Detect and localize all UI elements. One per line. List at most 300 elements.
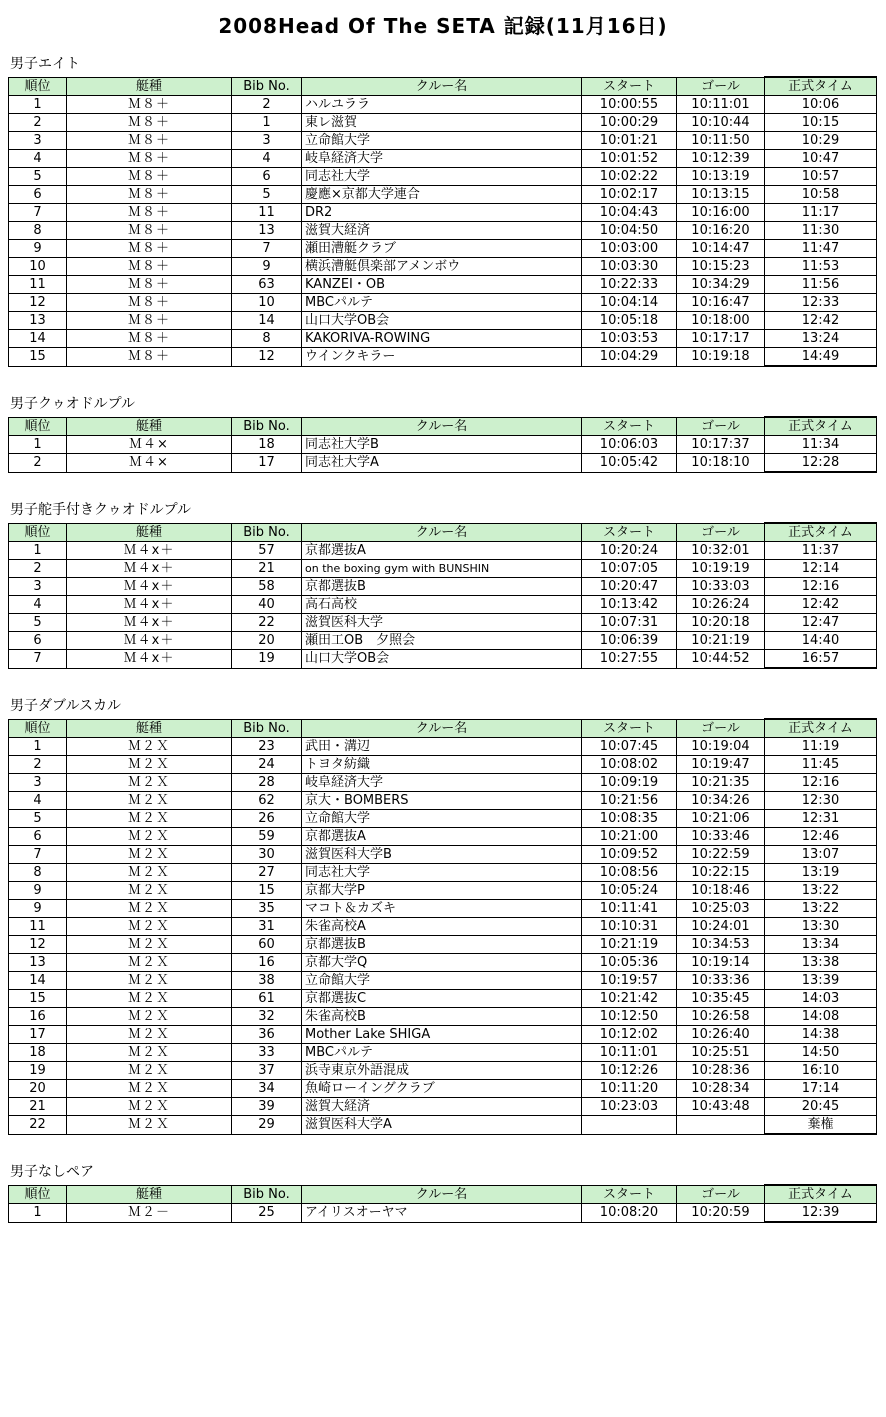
cell-start: 10:09:19 <box>582 774 677 792</box>
cell-start: 10:12:50 <box>582 1008 677 1026</box>
cell-start: 10:23:03 <box>582 1098 677 1116</box>
cell-rank: 18 <box>9 1044 67 1062</box>
cell-crew: 滋賀大経済 <box>302 1098 582 1116</box>
cell-time: 10:06 <box>765 96 877 114</box>
cell-cls: Ｍ４x＋ <box>67 542 232 560</box>
cell-rank: 8 <box>9 864 67 882</box>
cell-goal: 10:16:47 <box>677 294 765 312</box>
cell-cls: Ｍ２Ｘ <box>67 1116 232 1135</box>
cell-time: 10:29 <box>765 132 877 150</box>
cell-rank: 2 <box>9 454 67 473</box>
column-header-rank: 順位 <box>9 1185 67 1204</box>
cell-rank: 9 <box>9 240 67 258</box>
cell-cls: Ｍ２Ｘ <box>67 846 232 864</box>
table-row <box>9 96 877 114</box>
cell-rank: 4 <box>9 792 67 810</box>
cell-goal: 10:32:01 <box>677 542 765 560</box>
table-header-row <box>9 523 877 542</box>
column-header-goal: ゴール <box>677 77 765 96</box>
cell-bib: 36 <box>232 1026 302 1044</box>
cell-start: 10:04:14 <box>582 294 677 312</box>
section-title: 男子ダブルスカル <box>10 698 122 714</box>
cell-time: 12:42 <box>765 312 877 330</box>
cell-bib: 27 <box>232 864 302 882</box>
cell-start: 10:00:55 <box>582 96 677 114</box>
table-header-row <box>9 719 877 738</box>
column-header-crew: クルー名 <box>302 1185 582 1204</box>
table-row <box>9 186 877 204</box>
cell-time: 20:45 <box>765 1098 877 1116</box>
table-row <box>9 756 877 774</box>
cell-time: 14:50 <box>765 1044 877 1062</box>
cell-time: 10:58 <box>765 186 877 204</box>
cell-goal: 10:43:48 <box>677 1098 765 1116</box>
cell-goal: 10:11:50 <box>677 132 765 150</box>
cell-rank: 3 <box>9 578 67 596</box>
table-row <box>9 1062 877 1080</box>
cell-rank: 1 <box>9 1204 67 1223</box>
cell-crew: KANZEI・OB <box>302 276 582 294</box>
column-header-cls: 艇種 <box>67 719 232 738</box>
cell-start: 10:04:43 <box>582 204 677 222</box>
table-header-row <box>9 77 877 96</box>
cell-time: 12:30 <box>765 792 877 810</box>
cell-crew: 同志社大学 <box>302 864 582 882</box>
cell-bib: 13 <box>232 222 302 240</box>
cell-bib: 63 <box>232 276 302 294</box>
column-header-crew: クルー名 <box>302 523 582 542</box>
section-title: 男子クゥオドルプル <box>10 396 136 412</box>
cell-rank: 7 <box>9 650 67 669</box>
cell-goal: 10:24:01 <box>677 918 765 936</box>
cell-rank: 2 <box>9 756 67 774</box>
cell-cls: Ｍ２Ｘ <box>67 882 232 900</box>
column-header-time: 正式タイム <box>765 719 877 738</box>
cell-bib: 2 <box>232 96 302 114</box>
cell-goal: 10:26:24 <box>677 596 765 614</box>
cell-bib: 57 <box>232 542 302 560</box>
cell-rank: 15 <box>9 348 67 367</box>
cell-bib: 29 <box>232 1116 302 1135</box>
column-header-bib: Bib No. <box>232 77 302 96</box>
column-header-time: 正式タイム <box>765 1185 877 1204</box>
column-header-cls: 艇種 <box>67 417 232 436</box>
cell-time: 11:47 <box>765 240 877 258</box>
cell-rank: 7 <box>9 846 67 864</box>
cell-bib: 30 <box>232 846 302 864</box>
cell-goal: 10:19:04 <box>677 738 765 756</box>
cell-bib: 17 <box>232 454 302 473</box>
cell-cls: Ｍ２Ｘ <box>67 756 232 774</box>
cell-start: 10:07:45 <box>582 738 677 756</box>
column-header-time: 正式タイム <box>765 523 877 542</box>
cell-start: 10:09:52 <box>582 846 677 864</box>
cell-goal: 10:18:46 <box>677 882 765 900</box>
column-header-bib: Bib No. <box>232 523 302 542</box>
cell-bib: 31 <box>232 918 302 936</box>
cell-crew: 同志社大学 <box>302 168 582 186</box>
cell-rank: 8 <box>9 222 67 240</box>
cell-rank: 19 <box>9 1062 67 1080</box>
cell-goal: 10:28:36 <box>677 1062 765 1080</box>
cell-bib: 25 <box>232 1204 302 1223</box>
cell-rank: 1 <box>9 738 67 756</box>
cell-cls: Ｍ８＋ <box>67 186 232 204</box>
cell-rank: 4 <box>9 596 67 614</box>
column-header-crew: クルー名 <box>302 719 582 738</box>
cell-goal: 10:22:15 <box>677 864 765 882</box>
column-header-start: スタート <box>582 1185 677 1204</box>
cell-time: 13:22 <box>765 900 877 918</box>
cell-rank: 21 <box>9 1098 67 1116</box>
cell-cls: Ｍ８＋ <box>67 132 232 150</box>
cell-start: 10:11:20 <box>582 1080 677 1098</box>
cell-start: 10:12:02 <box>582 1026 677 1044</box>
cell-time: 14:49 <box>765 348 877 367</box>
cell-crew: 山口大学OB会 <box>302 650 582 669</box>
cell-start: 10:03:30 <box>582 258 677 276</box>
cell-bib: 35 <box>232 900 302 918</box>
cell-crew: 岐阜経済大学 <box>302 150 582 168</box>
cell-time: 12:28 <box>765 454 877 473</box>
cell-goal: 10:28:34 <box>677 1080 765 1098</box>
table-row <box>9 650 877 669</box>
cell-time: 11:37 <box>765 542 877 560</box>
cell-time: 12:46 <box>765 828 877 846</box>
cell-time: 14:03 <box>765 990 877 1008</box>
page-title: 2008Head Of The SETA 記録(11月16日) <box>218 14 668 38</box>
cell-bib: 60 <box>232 936 302 954</box>
cell-rank: 3 <box>9 132 67 150</box>
cell-crew: 滋賀医科大学B <box>302 846 582 864</box>
cell-bib: 58 <box>232 578 302 596</box>
cell-time: 12:42 <box>765 596 877 614</box>
cell-goal: 10:25:03 <box>677 900 765 918</box>
cell-cls: Ｍ４x＋ <box>67 650 232 669</box>
results-section <box>8 1161 878 1223</box>
table-row <box>9 936 877 954</box>
cell-bib: 5 <box>232 186 302 204</box>
cell-crew: MBCパルテ <box>302 294 582 312</box>
cell-goal: 10:34:29 <box>677 276 765 294</box>
cell-start: 10:07:05 <box>582 560 677 578</box>
results-table <box>8 1184 877 1223</box>
cell-bib: 21 <box>232 560 302 578</box>
table-row <box>9 150 877 168</box>
cell-time: 棄権 <box>765 1116 877 1135</box>
cell-rank: 1 <box>9 96 67 114</box>
column-header-bib: Bib No. <box>232 719 302 738</box>
table-row <box>9 596 877 614</box>
cell-bib: 10 <box>232 294 302 312</box>
column-header-cls: 艇種 <box>67 523 232 542</box>
cell-crew: 立命館大学 <box>302 132 582 150</box>
cell-time: 14:08 <box>765 1008 877 1026</box>
cell-bib: 19 <box>232 650 302 669</box>
cell-goal: 10:19:14 <box>677 954 765 972</box>
cell-crew: 横浜漕艇倶楽部アメンボウ <box>302 258 582 276</box>
cell-crew: アイリスオーヤマ <box>302 1204 582 1223</box>
cell-time: 14:38 <box>765 1026 877 1044</box>
cell-time: 11:19 <box>765 738 877 756</box>
table-row <box>9 1008 877 1026</box>
column-header-bib: Bib No. <box>232 1185 302 1204</box>
cell-start: 10:06:03 <box>582 436 677 454</box>
cell-time: 12:39 <box>765 1204 877 1223</box>
cell-goal: 10:25:51 <box>677 1044 765 1062</box>
cell-rank: 11 <box>9 918 67 936</box>
column-header-goal: ゴール <box>677 523 765 542</box>
cell-rank: 16 <box>9 1008 67 1026</box>
cell-start: 10:21:56 <box>582 792 677 810</box>
cell-start: 10:20:24 <box>582 542 677 560</box>
cell-rank: 2 <box>9 114 67 132</box>
cell-time: 11:34 <box>765 436 877 454</box>
column-header-time: 正式タイム <box>765 417 877 436</box>
cell-time: 12:47 <box>765 614 877 632</box>
cell-time: 17:14 <box>765 1080 877 1098</box>
table-row <box>9 792 877 810</box>
table-row <box>9 1116 877 1135</box>
table-row <box>9 990 877 1008</box>
cell-cls: Ｍ４x＋ <box>67 632 232 650</box>
cell-cls: Ｍ８＋ <box>67 96 232 114</box>
table-row <box>9 436 877 454</box>
table-row <box>9 846 877 864</box>
table-row <box>9 330 877 348</box>
cell-rank: 12 <box>9 936 67 954</box>
results-section <box>8 53 878 367</box>
cell-cls: Ｍ２Ｘ <box>67 1044 232 1062</box>
table-header-row <box>9 1185 877 1204</box>
cell-start: 10:08:56 <box>582 864 677 882</box>
cell-time: 10:47 <box>765 150 877 168</box>
cell-time: 16:10 <box>765 1062 877 1080</box>
cell-time: 11:53 <box>765 258 877 276</box>
cell-cls: Ｍ２Ｘ <box>67 1026 232 1044</box>
cell-rank: 6 <box>9 828 67 846</box>
cell-goal: 10:17:37 <box>677 436 765 454</box>
cell-rank: 5 <box>9 614 67 632</box>
cell-start: 10:11:01 <box>582 1044 677 1062</box>
cell-bib: 11 <box>232 204 302 222</box>
cell-time: 11:45 <box>765 756 877 774</box>
cell-rank: 3 <box>9 774 67 792</box>
results-table <box>8 718 877 1135</box>
table-row <box>9 1204 877 1223</box>
cell-cls: Ｍ４× <box>67 454 232 473</box>
cell-cls: Ｍ４x＋ <box>67 614 232 632</box>
table-row <box>9 204 877 222</box>
cell-goal: 10:17:17 <box>677 330 765 348</box>
column-header-cls: 艇種 <box>67 1185 232 1204</box>
cell-goal: 10:26:58 <box>677 1008 765 1026</box>
cell-crew: 京都選抜A <box>302 828 582 846</box>
cell-rank: 13 <box>9 954 67 972</box>
cell-cls: Ｍ８＋ <box>67 294 232 312</box>
table-row <box>9 294 877 312</box>
cell-goal: 10:14:47 <box>677 240 765 258</box>
cell-start: 10:10:31 <box>582 918 677 936</box>
cell-bib: 9 <box>232 258 302 276</box>
cell-time: 11:17 <box>765 204 877 222</box>
column-header-start: スタート <box>582 417 677 436</box>
cell-goal: 10:21:06 <box>677 810 765 828</box>
cell-cls: Ｍ２Ｘ <box>67 810 232 828</box>
cell-time: 16:57 <box>765 650 877 669</box>
table-row <box>9 810 877 828</box>
column-header-time: 正式タイム <box>765 77 877 96</box>
cell-crew: 瀬田漕艇クラブ <box>302 240 582 258</box>
cell-crew: 高石高校 <box>302 596 582 614</box>
cell-bib: 12 <box>232 348 302 367</box>
table-row <box>9 542 877 560</box>
cell-cls: Ｍ８＋ <box>67 258 232 276</box>
cell-cls: Ｍ８＋ <box>67 312 232 330</box>
cell-crew: トヨタ紡織 <box>302 756 582 774</box>
cell-bib: 6 <box>232 168 302 186</box>
table-row <box>9 1098 877 1116</box>
cell-time: 12:16 <box>765 578 877 596</box>
cell-cls: Ｍ４x＋ <box>67 560 232 578</box>
cell-start: 10:19:57 <box>582 972 677 990</box>
cell-start: 10:01:21 <box>582 132 677 150</box>
cell-cls: Ｍ２Ｘ <box>67 828 232 846</box>
cell-cls: Ｍ８＋ <box>67 276 232 294</box>
cell-time: 13:30 <box>765 918 877 936</box>
cell-crew: 慶應×京都大学連合 <box>302 186 582 204</box>
cell-time: 12:33 <box>765 294 877 312</box>
cell-bib: 1 <box>232 114 302 132</box>
column-header-start: スタート <box>582 77 677 96</box>
cell-time: 10:57 <box>765 168 877 186</box>
table-row <box>9 348 877 367</box>
cell-time: 11:30 <box>765 222 877 240</box>
cell-rank: 15 <box>9 990 67 1008</box>
table-row <box>9 132 877 150</box>
column-header-goal: ゴール <box>677 1185 765 1204</box>
cell-time: 14:40 <box>765 632 877 650</box>
cell-crew: on the boxing gym with BUNSHIN <box>302 560 582 578</box>
cell-rank: 14 <box>9 330 67 348</box>
cell-rank: 1 <box>9 436 67 454</box>
cell-bib: 38 <box>232 972 302 990</box>
cell-goal: 10:10:44 <box>677 114 765 132</box>
cell-time: 13:07 <box>765 846 877 864</box>
cell-rank: 9 <box>9 882 67 900</box>
cell-time: 12:14 <box>765 560 877 578</box>
cell-crew: 立命館大学 <box>302 810 582 828</box>
cell-goal: 10:44:52 <box>677 650 765 669</box>
cell-rank: 20 <box>9 1080 67 1098</box>
cell-cls: Ｍ２Ｘ <box>67 1062 232 1080</box>
cell-rank: 7 <box>9 204 67 222</box>
table-header-row <box>9 417 877 436</box>
table-row <box>9 774 877 792</box>
cell-time: 10:15 <box>765 114 877 132</box>
cell-crew: 滋賀医科大学A <box>302 1116 582 1135</box>
cell-crew: DR2 <box>302 204 582 222</box>
cell-start: 10:05:24 <box>582 882 677 900</box>
cell-crew: 滋賀医科大学 <box>302 614 582 632</box>
table-row <box>9 828 877 846</box>
table-row <box>9 864 877 882</box>
cell-cls: Ｍ２－ <box>67 1204 232 1223</box>
cell-crew: 朱雀高校A <box>302 918 582 936</box>
cell-rank: 9 <box>9 900 67 918</box>
cell-rank: 14 <box>9 972 67 990</box>
cell-start: 10:05:18 <box>582 312 677 330</box>
table-row <box>9 222 877 240</box>
cell-goal: 10:16:20 <box>677 222 765 240</box>
cell-start: 10:03:00 <box>582 240 677 258</box>
cell-bib: 61 <box>232 990 302 1008</box>
cell-bib: 40 <box>232 596 302 614</box>
cell-cls: Ｍ２Ｘ <box>67 900 232 918</box>
cell-crew: マコト＆カズキ <box>302 900 582 918</box>
table-row <box>9 454 877 473</box>
table-row <box>9 578 877 596</box>
cell-bib: 4 <box>232 150 302 168</box>
cell-crew: 瀬田工OB 夕照会 <box>302 632 582 650</box>
table-row <box>9 1080 877 1098</box>
table-row <box>9 560 877 578</box>
results-table <box>8 416 877 473</box>
table-row <box>9 954 877 972</box>
cell-time: 13:38 <box>765 954 877 972</box>
cell-rank: 11 <box>9 276 67 294</box>
cell-bib: 23 <box>232 738 302 756</box>
cell-goal: 10:33:36 <box>677 972 765 990</box>
cell-crew: KAKORIVA-ROWING <box>302 330 582 348</box>
cell-goal: 10:13:15 <box>677 186 765 204</box>
cell-goal: 10:15:23 <box>677 258 765 276</box>
cell-rank: 6 <box>9 186 67 204</box>
column-header-rank: 順位 <box>9 523 67 542</box>
column-header-goal: ゴール <box>677 417 765 436</box>
results-section <box>8 393 878 473</box>
cell-goal: 10:19:18 <box>677 348 765 367</box>
cell-time: 13:24 <box>765 330 877 348</box>
cell-cls: Ｍ８＋ <box>67 114 232 132</box>
column-header-rank: 順位 <box>9 719 67 738</box>
cell-start: 10:20:47 <box>582 578 677 596</box>
cell-rank: 10 <box>9 258 67 276</box>
section-title: 男子エイト <box>10 56 80 72</box>
cell-cls: Ｍ８＋ <box>67 150 232 168</box>
cell-crew: 岐阜経済大学 <box>302 774 582 792</box>
table-row <box>9 632 877 650</box>
cell-time: 13:34 <box>765 936 877 954</box>
cell-cls: Ｍ８＋ <box>67 348 232 367</box>
cell-cls: Ｍ４x＋ <box>67 596 232 614</box>
cell-time: 13:19 <box>765 864 877 882</box>
column-header-start: スタート <box>582 523 677 542</box>
cell-rank: 5 <box>9 810 67 828</box>
cell-goal: 10:13:19 <box>677 168 765 186</box>
cell-start: 10:07:31 <box>582 614 677 632</box>
table-row <box>9 1026 877 1044</box>
cell-rank: 4 <box>9 150 67 168</box>
cell-goal: 10:26:40 <box>677 1026 765 1044</box>
cell-cls: Ｍ２Ｘ <box>67 936 232 954</box>
cell-cls: Ｍ８＋ <box>67 240 232 258</box>
cell-cls: Ｍ２Ｘ <box>67 918 232 936</box>
cell-bib: 37 <box>232 1062 302 1080</box>
column-header-rank: 順位 <box>9 417 67 436</box>
cell-goal: 10:34:26 <box>677 792 765 810</box>
cell-crew: 京都選抜A <box>302 542 582 560</box>
